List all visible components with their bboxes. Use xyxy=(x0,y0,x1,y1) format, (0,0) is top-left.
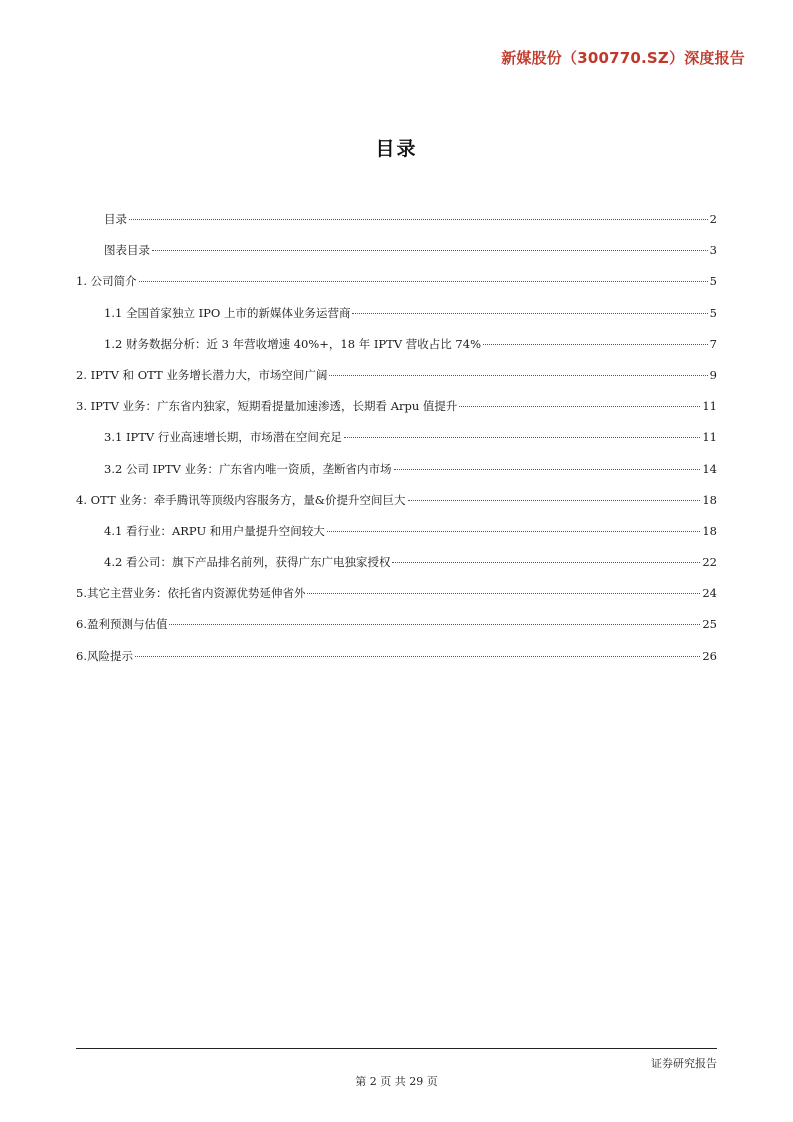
toc-entry-page: 5 xyxy=(709,274,717,289)
toc-entry-page: 7 xyxy=(709,336,717,351)
toc-dot-leader xyxy=(459,406,700,407)
toc-entry-label: 1. 公司简介 xyxy=(76,274,137,289)
toc-entry-page: 9 xyxy=(709,367,717,382)
toc-dot-leader xyxy=(329,375,707,376)
footer-series-label: 证券研究报告 xyxy=(651,1057,717,1070)
toc-entry[interactable] xyxy=(76,614,717,645)
toc-entry-label: 4.2 看公司：旗下产品排名前列，获得广东广电独家授权 xyxy=(104,555,391,570)
toc-entry-page: 14 xyxy=(702,461,717,476)
toc-entry-label: 1.1 全国首家独立 IPO 上市的新媒体业务运营商 xyxy=(104,305,351,320)
toc-dot-leader xyxy=(394,469,701,470)
toc-dot-leader xyxy=(169,624,700,625)
report-header-title: 新媒股份（300770.SZ）深度报告 xyxy=(501,49,745,67)
toc-entry-label: 3.1 IPTV 行业高速增长期，市场潜在空间充足 xyxy=(104,430,342,445)
toc-dot-leader xyxy=(135,656,700,657)
toc-dot-leader xyxy=(327,531,701,532)
toc-entry[interactable] xyxy=(76,459,717,490)
toc-entry[interactable] xyxy=(76,396,717,427)
toc-entry[interactable] xyxy=(76,490,717,521)
toc-dot-leader xyxy=(129,219,708,220)
toc-entry[interactable] xyxy=(76,240,717,271)
toc-dot-leader xyxy=(352,313,707,314)
toc-dot-leader xyxy=(392,562,700,563)
toc-entry[interactable] xyxy=(76,521,717,552)
toc-entry-page: 25 xyxy=(702,617,717,632)
toc-entry-label: 4.1 看行业：ARPU 和用户量提升空间较大 xyxy=(104,523,325,538)
footer-page-number: 第 2 页 共 29 页 xyxy=(355,1075,438,1088)
toc-entry-label: 3. IPTV 业务：广东省内独家，短期看提量加速渗透，长期看 Arpu 值提升 xyxy=(76,399,458,414)
toc-entry-label: 6.盈利预测与估值 xyxy=(76,617,168,632)
page-title: 目录 xyxy=(375,138,418,160)
toc-entry[interactable] xyxy=(76,427,717,458)
toc-entry[interactable] xyxy=(76,303,717,334)
toc-entry[interactable] xyxy=(76,209,717,240)
toc-entry[interactable] xyxy=(76,552,717,583)
toc-dot-leader xyxy=(307,593,700,594)
toc-entry-label: 3.2 公司 IPTV 业务：广东省内唯一资质，垄断省内市场 xyxy=(104,461,392,476)
toc-entry-page: 11 xyxy=(702,430,717,445)
toc-entry-page: 3 xyxy=(709,243,717,258)
toc-entry-page: 2 xyxy=(709,212,717,226)
toc-entry-page: 18 xyxy=(702,523,717,538)
toc-entry[interactable] xyxy=(76,646,717,677)
toc-dot-leader xyxy=(344,437,701,438)
toc-entry-label: 5.其它主营业务：依托省内资源优势延伸省外 xyxy=(76,586,306,601)
toc-dot-leader xyxy=(152,250,708,251)
toc-entry-page: 11 xyxy=(702,399,717,414)
toc-entry-page: 26 xyxy=(702,648,717,663)
toc-entry-label: 6.风险提示 xyxy=(76,648,133,663)
table-of-contents xyxy=(76,209,717,677)
toc-entry-label: 1.2 财务数据分析：近 3 年营收增速 40%+，18 年 IPTV 营收占比 74% xyxy=(104,336,481,351)
footer-divider xyxy=(76,1048,717,1049)
toc-dot-leader xyxy=(408,500,701,501)
toc-entry[interactable] xyxy=(76,583,717,614)
toc-entry-page: 5 xyxy=(709,305,717,320)
toc-entry-page: 18 xyxy=(702,492,717,507)
toc-dot-leader xyxy=(483,344,708,345)
toc-entry[interactable] xyxy=(76,271,717,302)
toc-entry-label: 目录 xyxy=(104,212,127,226)
toc-entry[interactable] xyxy=(76,365,717,396)
toc-entry-label: 4. OTT 业务：牵手腾讯等顶级内容服务方，量&价提升空间巨大 xyxy=(76,492,406,507)
toc-dot-leader xyxy=(139,281,708,282)
toc-entry[interactable] xyxy=(76,334,717,365)
toc-entry-page: 22 xyxy=(702,555,717,570)
toc-entry-page: 24 xyxy=(702,586,717,601)
toc-entry-label: 2. IPTV 和 OTT 业务增长潜力大，市场空间广阔 xyxy=(76,367,328,382)
toc-entry-label: 图表目录 xyxy=(104,243,150,258)
